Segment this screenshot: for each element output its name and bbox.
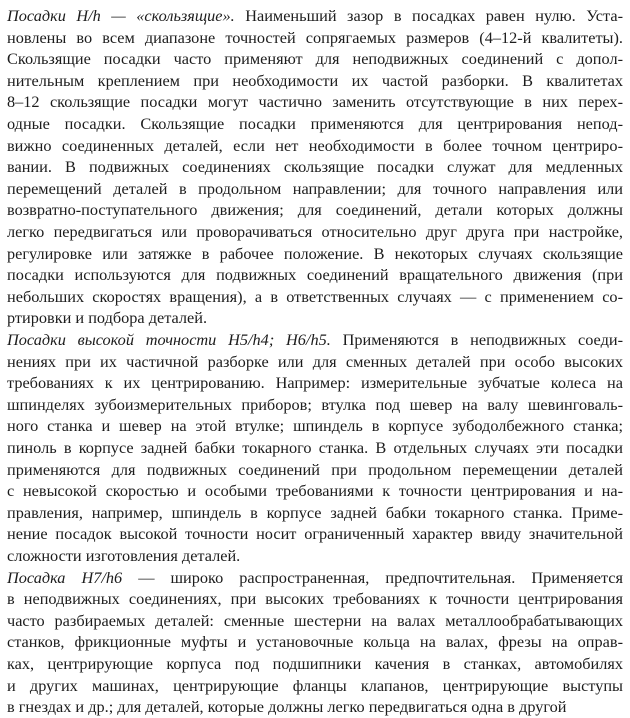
line-text: перемещений деталей в продольном направлении; для точного направления или [7, 178, 623, 198]
fit-term: Посадки H/h — «скользящие». [7, 6, 235, 25]
line-text: в гнездах и др.; для деталей, которые должны легко передвигаться одна в другой [7, 697, 567, 717]
text-line [7, 221, 623, 243]
text-line [7, 156, 623, 178]
line-text: пиноль в корпусе задней бабки токарного станка. В отдельных случаях эти посадки [7, 438, 623, 457]
line-text: возвратно-поступательного движения; для соединений, детали которых должны [7, 200, 623, 220]
line-text: Наименьший зазор в посадках равен нулю. Уста- [234, 6, 623, 25]
text-line [7, 610, 623, 632]
line-text: ртировки и подбора деталей. [7, 308, 208, 328]
line-text: ного станка и шевер на этой втулке; шпиндель в корпусе зубодолбежного станка; [7, 416, 623, 436]
line-text: небольших скоростях вращения), а в ответственных случаях — с применением со- [7, 286, 623, 306]
text-line [7, 437, 623, 459]
line-text: вижно соединенных деталей, если нет необходимости в более точном центриро- [7, 135, 623, 155]
line-text: нение посадок высокой точности носит ограниченный характер ввиду значительной [7, 524, 623, 544]
line-text: применяются для подвижных соединений при продольном перемещении деталей [7, 459, 623, 479]
text-line [7, 27, 623, 49]
cut-off-previous-line [7, 0, 623, 2]
text-line [7, 567, 623, 589]
line-text: в неподвижных соединениях, при высоких требованиях к точности центрирования [7, 589, 623, 609]
line-text: и других машинах, центрирующие фланцы клапанов, центрирующие выступы [7, 675, 623, 695]
text-line [7, 48, 623, 70]
text-line [7, 351, 623, 373]
text-line [7, 307, 623, 329]
line-text: с невысокой скоростью и особыми требованиями к точности центрирования и на- [7, 481, 623, 501]
text-line [7, 178, 623, 200]
text-line [7, 135, 623, 157]
document-page [7, 0, 623, 717]
text-line [7, 545, 623, 567]
text-line [7, 415, 623, 437]
text-line [7, 480, 623, 502]
text-line [7, 5, 623, 27]
line-text: сложности изготовления деталей. [7, 546, 241, 565]
text-line [7, 653, 623, 675]
text-line [7, 588, 623, 610]
line-text: часто разбираемых деталей: сменные шестерни на валах металлообрабатывающих [7, 610, 623, 630]
line-text: шпинделях зубоизмерительных приборов; втулка под шевер на валу шевинговаль- [7, 394, 623, 414]
line-text: легко передвигаться или проворачиваться относительно друг друга при настройке, [7, 222, 623, 241]
text-line [7, 199, 623, 221]
line-text: 8–12 скользящие посадки могут частично заменить отсутствующие в них перех- [7, 92, 623, 112]
text-line [7, 675, 623, 697]
text-line [7, 243, 623, 265]
line-text: требованиях к их центрированию. Например: измерительные зубчатые колеса на [7, 373, 623, 393]
line-text: новлены во всем диапазоне точностей сопрягаемых размеров (4–12-й квалитеты). [7, 27, 623, 47]
text-line [7, 286, 623, 308]
text-line [7, 329, 623, 351]
text-line [7, 113, 623, 135]
fit-term: Посадка H7/h6 [7, 567, 123, 587]
line-text: Применяются в неподвижных соеди- [330, 330, 623, 349]
text-line [7, 523, 623, 545]
text-line [7, 372, 623, 394]
line-text: нениях при их частичной разборке или для сменных деталей при особо высоких [7, 351, 623, 371]
fit-term: Посадки высокой точности H5/h4; H6/h5. [7, 330, 331, 349]
line-text: станков, фрикционные муфты и установочные кольца на валах, фрезы на оправ- [7, 632, 623, 652]
line-text: вании. В подвижных соединениях скользящие посадки служат для медленных [7, 157, 623, 177]
text-line [7, 264, 623, 286]
line-text: одные посадки. Скользящие посадки применяются для центрирования непод- [7, 114, 623, 133]
text-line [7, 631, 623, 653]
text-line [7, 70, 623, 92]
text-line [7, 696, 623, 718]
line-text: регулировке или затяжке в рабочее положение. В некоторых случаях скользящие [7, 243, 623, 263]
text-line [7, 394, 623, 416]
line-text: нительным креплением при необходимости их частой разборки. В квалитетах [7, 70, 623, 90]
line-text: ках, центрирующие корпуса под подшипники качения в станках, автомобилях [7, 654, 623, 673]
text-line [7, 502, 623, 524]
text-line [7, 459, 623, 481]
text-line [7, 91, 623, 113]
line-text: Скользящие посадки часто применяют для неподвижных соединений с допол- [7, 49, 623, 69]
line-text: посадки используются для подвижных соединений вращательного движения (при [7, 265, 623, 285]
line-text: правления, например, шпиндель в корпусе задней бабки токарного станка. Приме- [7, 502, 623, 522]
line-text: — широко распространенная, предпочтительная. Применяется [122, 567, 623, 587]
